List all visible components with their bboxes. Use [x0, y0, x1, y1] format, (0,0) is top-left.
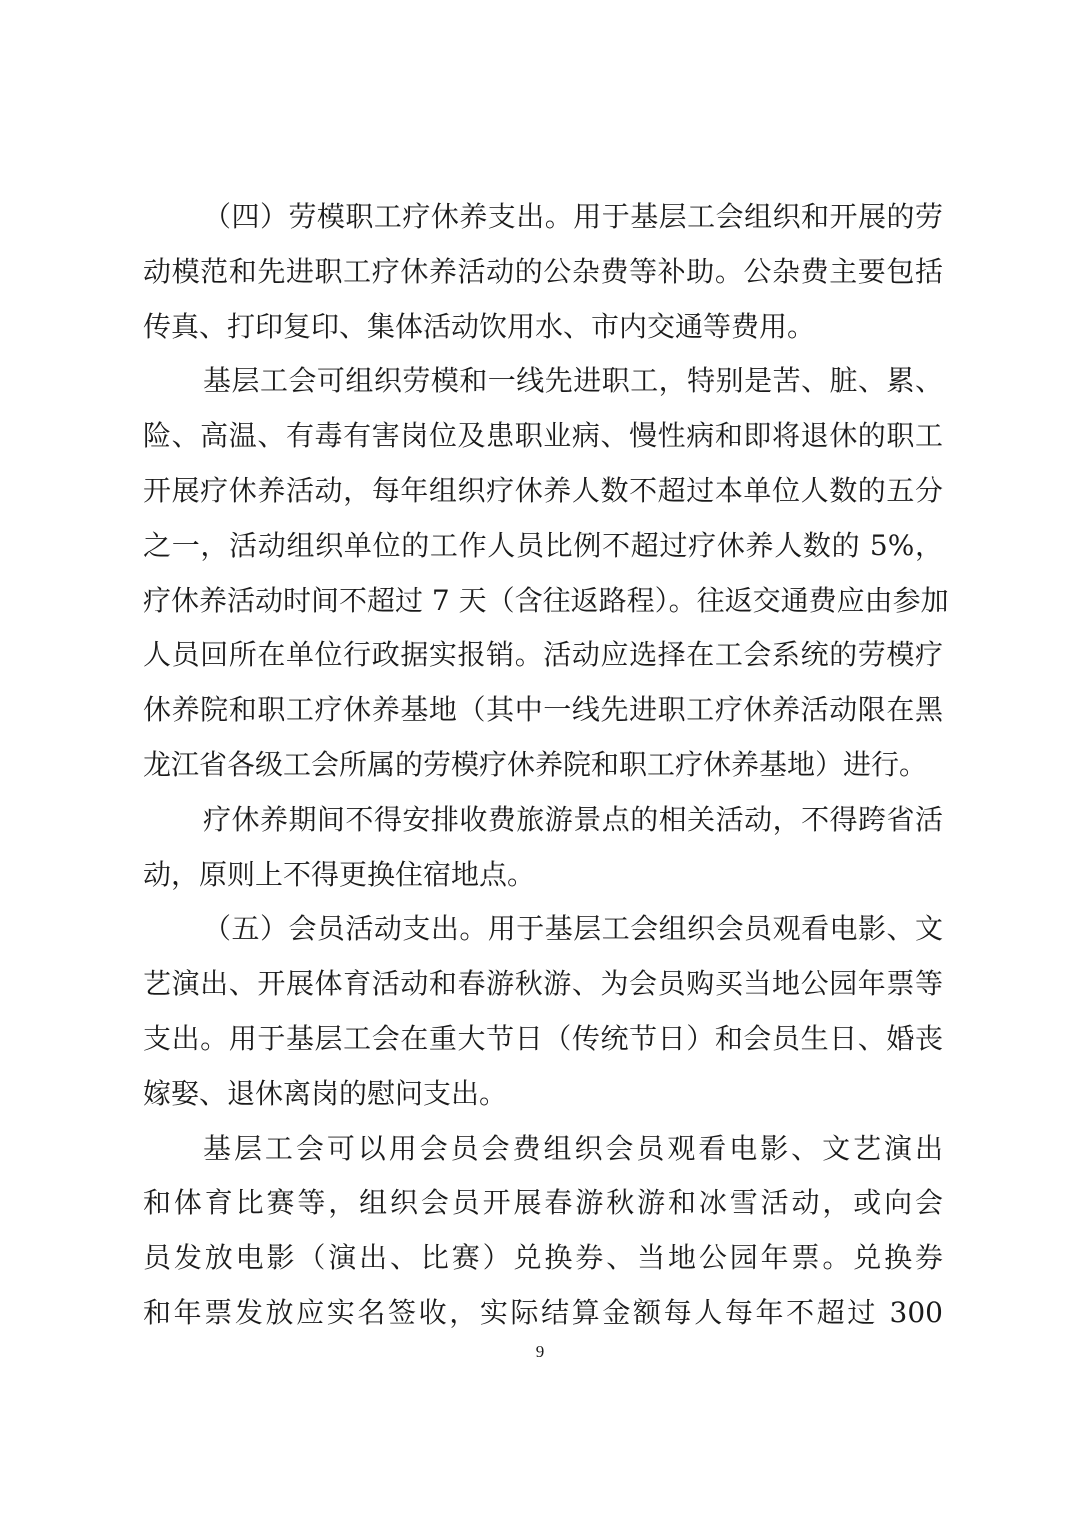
text-line: 人员回所在单位行政据实报销。活动应选择在工会系统的劳模疗	[143, 638, 943, 672]
paragraph-labor-model-expenses	[143, 190, 943, 354]
text-line: 龙江省各级工会所属的劳模疗休养院和职工疗休养基地）进行。	[143, 747, 928, 781]
text-line: 艺演出、开展体育活动和春游秋游、为会员购买当地公园年票等	[143, 967, 943, 1001]
text-line: 基层工会可以用会员会费组织会员观看电影、文艺演出	[203, 1131, 943, 1165]
text-line: 支出。用于基层工会在重大节日（传统节日）和会员生日、婚丧	[143, 1021, 943, 1055]
text-line: 开展疗休养活动，每年组织疗休养人数不超过本单位人数的五分	[143, 473, 943, 507]
text-line: 疗休养活动时间不超过 7 天（含往返路程）。往返交通费应由参加	[143, 583, 949, 617]
body-text	[143, 190, 949, 1341]
text-line: 动模范和先进职工疗休养活动的公杂费等补助。公杂费主要包括	[143, 254, 943, 288]
text-line: （四）劳模职工疗休养支出。用于基层工会组织和开展的劳	[203, 200, 943, 233]
text-line: 险、高温、有毒有害岗位及患职业病、慢性病和即将退休的职工	[143, 419, 943, 453]
paragraph-recuperation-rules	[143, 354, 949, 792]
text-line: 动，原则上不得更换住宿地点。	[143, 857, 536, 891]
text-line: 休养院和职工疗休养基地（其中一线先进职工疗休养活动限在黑	[143, 693, 943, 727]
text-line: 传真、打印复印、集体活动饮用水、市内交通等费用。	[143, 309, 816, 343]
text-line: 嫁娶、退休离岗的慰问支出。	[143, 1076, 508, 1110]
text-line: 疗休养期间不得安排收费旅游景点的相关活动，不得跨省活	[203, 802, 943, 836]
text-line: 和年票发放应实名签收，实际结算金额每人每年不超过 300	[143, 1295, 943, 1329]
text-line: （五）会员活动支出。用于基层工会组织会员观看电影、文	[203, 912, 943, 946]
paragraph-member-activity-expenses	[143, 902, 943, 1121]
text-line: 员发放电影（演出、比赛）兑换券、当地公园年票。兑换券	[143, 1241, 943, 1275]
text-line: 和体育比赛等，组织会员开展春游秋游和冰雪活动，或向会	[143, 1186, 943, 1220]
page-number: 9	[535, 1342, 545, 1361]
text-line: 基层工会可组织劳模和一线先进职工，特别是苦、脏、累、	[203, 364, 943, 398]
paragraph-member-activity-rules	[143, 1122, 943, 1341]
text-line: 之一，活动组织单位的工作人员比例不超过疗休养人数的 5%，	[143, 528, 943, 562]
paragraph-recuperation-restrictions	[143, 793, 943, 903]
